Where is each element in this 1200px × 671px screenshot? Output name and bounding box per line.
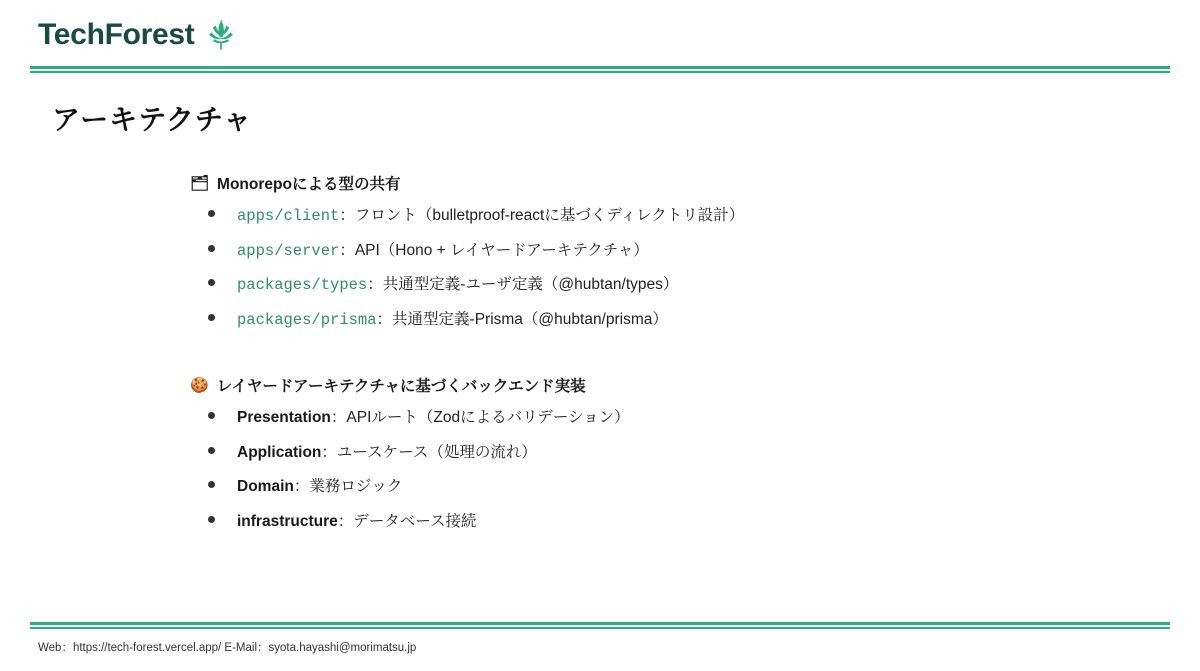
brand-title: TechForest	[38, 18, 195, 51]
item-text: ：APIルート（Zodによるバリデーション）	[330, 409, 630, 426]
list-item	[208, 479, 1160, 495]
divider-thin	[30, 627, 1170, 629]
list-item	[208, 514, 1160, 530]
list-item	[208, 243, 1160, 260]
list-item	[208, 208, 1160, 225]
item-text: ：業務ロジック	[293, 478, 403, 495]
slide-body	[190, 172, 1160, 555]
layer-label: infrastructure	[237, 512, 338, 530]
section-heading-label: Monorepoによる型の共有	[217, 176, 401, 193]
cannabis-leaf-icon	[204, 18, 238, 52]
item-text: ：共通型定義-Prisma（@hubtan/prisma）	[376, 310, 668, 328]
list-item	[208, 277, 1160, 294]
header-divider	[30, 66, 1170, 73]
bullet-list	[190, 208, 1160, 328]
code-label: packages/types	[237, 276, 368, 294]
bullet-dot-icon	[208, 314, 215, 321]
slide-header	[0, 0, 1200, 70]
item-text: ：データベース接続	[337, 512, 477, 530]
divider-thin	[30, 71, 1170, 73]
code-label: packages/prisma	[237, 310, 377, 329]
layer-label: Application	[237, 443, 322, 461]
list-item	[208, 312, 1160, 329]
folders-icon: 🗂	[190, 174, 210, 192]
item-text: ：ユースケース（処理の流れ）	[321, 443, 537, 461]
section-heading-label: レイヤードアーキテクチャに基づくバックエンド実装	[216, 378, 586, 395]
section-heading	[190, 172, 1160, 194]
bullet-dot-icon	[208, 481, 215, 488]
bullet-list	[190, 410, 1160, 529]
item-text: ：API（Hono + レイヤードアーキテクチャ）	[339, 241, 649, 259]
item-text: ：共通型定義-ユーザ定義（@hubtan/types）	[367, 276, 679, 293]
item-text: ：フロント（bulletproof-reactに基づくディレクトリ設計）	[339, 207, 745, 224]
bullet-dot-icon	[208, 516, 215, 523]
bullet-dot-icon	[208, 245, 215, 252]
bullet-dot-icon	[208, 447, 215, 454]
bullet-dot-icon	[208, 210, 215, 217]
section-layered-architecture	[190, 374, 1160, 529]
list-item	[208, 445, 1160, 461]
page-title: アーキテクチャ	[52, 104, 253, 135]
footer-contact: Web：https://tech-forest.vercel.app/ E-Mail：syota.hayashi@morimatsu.jp	[38, 642, 417, 654]
code-label: apps/client	[237, 207, 340, 225]
code-label: apps/server	[237, 241, 340, 260]
section-monorepo	[190, 172, 1160, 328]
bullet-dot-icon	[208, 412, 215, 419]
footer-divider	[30, 622, 1170, 629]
section-heading	[190, 374, 1160, 396]
layer-label: Domain	[237, 478, 294, 495]
list-item	[208, 410, 1160, 426]
layer-label: Presentation	[237, 409, 331, 426]
cookie-icon: 🍪	[190, 376, 209, 394]
bullet-dot-icon	[208, 279, 215, 286]
